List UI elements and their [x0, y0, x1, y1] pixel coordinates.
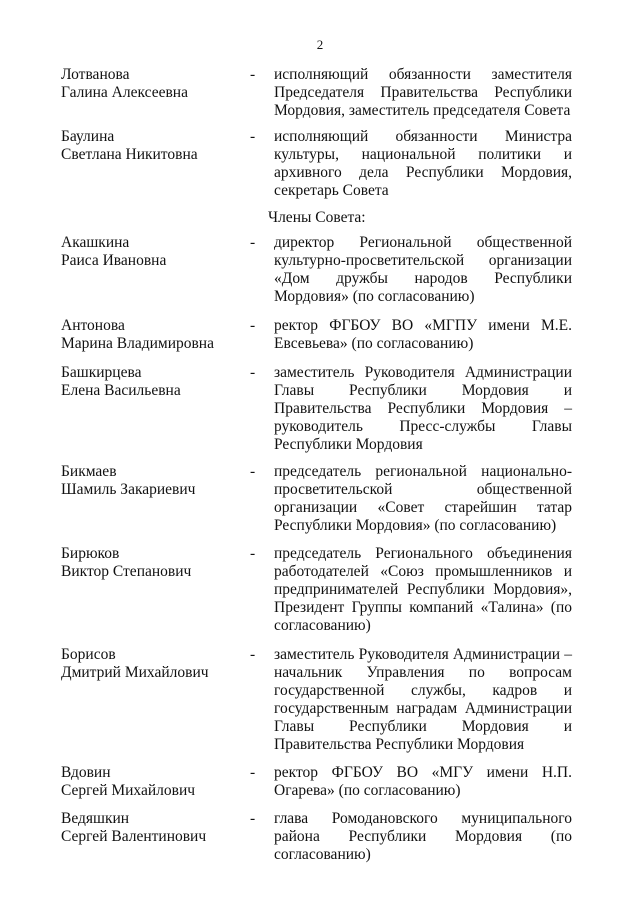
member-name: [61, 764, 241, 800]
member-surname: Башкирцева: [61, 364, 142, 381]
member-surname: Баулина: [61, 128, 115, 145]
member-name: [61, 545, 241, 581]
member-name: [61, 646, 241, 682]
member-given-names: Сергей Валентинович: [61, 828, 207, 845]
member-surname: Акашкина: [61, 234, 130, 251]
member-name: [61, 463, 241, 499]
member-role: заместитель Руководителя Администрации – начальник Управления по вопросам государственной службы, кадров и государственным наградам Администрации Главы Республики Мордовия и Правительства Республики Мордовия: [274, 646, 572, 753]
member-name: [61, 364, 241, 400]
member-role: исполняющий обязанности заместителя Председателя Правительства Республики Мордовия, заместитель председателя Совета: [274, 66, 572, 119]
member-surname: Бикмаев: [61, 463, 117, 480]
member-surname: Вдовин: [61, 764, 111, 781]
member-given-names: Виктор Степанович: [61, 563, 192, 580]
member-role: заместитель Руководителя Администрации Главы Республики Мордовия и Правительства Республики Мордовия – руководитель Пресс-службы Главы Республики Мордовия: [274, 364, 572, 453]
member-given-names: Раиса Ивановна: [61, 252, 167, 269]
separator-dash: -: [250, 646, 256, 663]
member-surname: Лотванова: [61, 66, 130, 83]
member-role: ректор ФГБОУ ВО «МГУ имени Н.П. Огарева» (по согласованию): [274, 764, 572, 799]
member-given-names: Светлана Никитовна: [61, 146, 198, 163]
member-name: [61, 128, 241, 164]
member-name: [61, 66, 241, 102]
member-role: глава Ромодановского муниципального района Республики Мордовия (по согласованию): [274, 810, 572, 863]
member-name: [61, 317, 241, 353]
separator-dash: -: [250, 810, 256, 827]
member-surname: Бирюков: [61, 545, 120, 562]
separator-dash: -: [250, 317, 256, 334]
separator-dash: -: [250, 463, 256, 480]
member-given-names: Сергей Михайлович: [61, 782, 196, 799]
member-surname: Ведяшкин: [61, 810, 130, 827]
separator-dash: -: [250, 66, 256, 83]
member-given-names: Дмитрий Михайлович: [61, 664, 209, 681]
member-given-names: Шамиль Закариевич: [61, 481, 196, 498]
member-surname: Антонова: [61, 317, 125, 334]
member-name: [61, 810, 241, 846]
separator-dash: -: [250, 545, 256, 562]
member-surname: Борисов: [61, 646, 116, 663]
member-given-names: Елена Васильевна: [61, 382, 181, 399]
member-role: исполняющий обязанности Министра культуры, национальной политики и архивного дела Республики Мордовия, секретарь Совета: [274, 128, 572, 199]
separator-dash: -: [250, 234, 256, 251]
member-name: [61, 234, 241, 270]
separator-dash: -: [250, 128, 256, 145]
member-role: председатель Регионального объединения работодателей «Союз промышленников и предпринимателей Республики Мордовия», Президент Группы компаний «Талина» (по согласованию): [274, 545, 572, 634]
member-role: ректор ФГБОУ ВО «МГПУ имени М.Е. Евсевьева» (по согласованию): [274, 317, 572, 352]
section-heading: Члены Совета:: [268, 209, 366, 226]
member-role: председатель региональной национально-просветительской общественной организации «Совет старейшин татар Республики Мордовия» (по согласованию): [274, 463, 572, 534]
separator-dash: -: [250, 764, 256, 781]
member-given-names: Марина Владимировна: [61, 335, 214, 352]
separator-dash: -: [250, 364, 256, 381]
member-given-names: Галина Алексеевна: [61, 84, 188, 101]
member-role: директор Региональной общественной культурно-просветительской организации «Дом дружбы народов Республики Мордовия» (по согласованию): [274, 234, 572, 305]
page-number: 2: [316, 37, 324, 52]
